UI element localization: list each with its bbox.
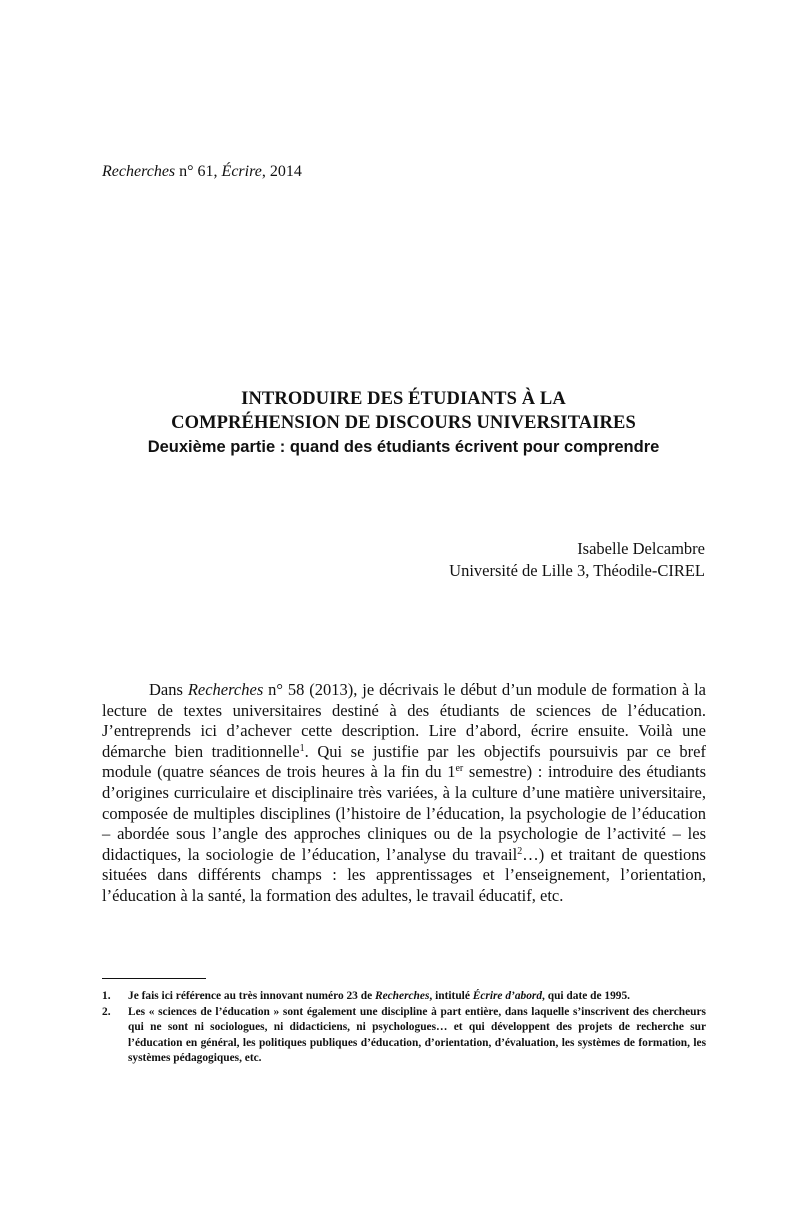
body-paragraph	[102, 680, 706, 907]
footnote-text: , qui date de 1995.	[542, 990, 631, 1002]
body-text-segment: n° 58 (2013), je décrivais le début d’un module de formation à la lecture de textes universitaires destiné à des étudiants de sciences de l’éducation. J’entreprends ici d’achever cette description. Lire d’abord, écrire ensuite. Voilà une démarche bien traditionnelle	[102, 680, 706, 761]
footnote-number: 2.	[102, 1005, 111, 1018]
footnote-reference-2: 2	[517, 845, 523, 857]
journal-name-inline: Recherches	[187, 680, 264, 699]
footnote-number: 1.	[102, 990, 111, 1002]
issue-title: Écrire	[221, 163, 262, 180]
journal-number: n° 61,	[175, 163, 222, 180]
footnote-separator	[102, 978, 206, 979]
ordinal-superscript: er	[455, 763, 464, 775]
footnote-italic: Écrire d’abord	[472, 990, 543, 1002]
article-title-line-2: COMPRÉHENSION DE DISCOURS UNIVERSITAIRES	[171, 413, 636, 433]
body-text-segment: . Qui se justifie par les objectifs poursuivis par ce bref module (quatre séances de trois heures à la fin du 1	[102, 741, 706, 782]
article-subtitle: Deuxième partie : quand des étudiants écrivent pour comprendre	[147, 438, 660, 456]
footnote-text: Les « sciences de l’éducation » sont également une discipline à part entière, dans laquelle s’inscrivent des chercheurs qui ne sont ni sociologues, ni didacticiens, ni psychologues… et qui développent des projets de recherche sur l’éducation en général, les politiques publiques d’éducation, d’orientation, d’évaluation, les systèmes de formation, les systèmes pédagogiques, etc.	[128, 1005, 706, 1065]
body-text-segment: semestre) : introduire des étudiants d’origines curriculaire et disciplinaire très variées, à la culture d’une matière universitaire, composée de multiples disciplines (l’histoire de l’éducation, la psychologie de l’éducation – abordée sous l’angle des approches cliniques ou de la psychologie de l’activité – les didactiques, la sociologie de l’éducation, l’analyse du travail	[102, 762, 706, 864]
author-name: Isabelle Delcambre	[577, 539, 705, 558]
footnote-reference-1: 1	[299, 742, 305, 754]
body-text-segment: …) et traitant de questions situées dans différents champs : les apprentissages et l’enseignement, l’orientation, l’éducation à la santé, la formation des adultes, le travail éducatif, etc.	[102, 844, 706, 905]
footnotes-list	[102, 989, 706, 1067]
footnote-2	[102, 1005, 706, 1067]
footnote-text: , intitulé	[429, 990, 473, 1002]
footnote-italic: Recherches	[374, 990, 430, 1002]
journal-reference	[102, 162, 302, 182]
footnote-text: Je fais ici référence au très innovant numéro 23 de	[128, 990, 375, 1002]
journal-name: Recherches	[102, 163, 176, 180]
article-title-line-1: INTRODUIRE DES ÉTUDIANTS À LA	[241, 389, 566, 409]
author-block	[449, 538, 705, 582]
author-affiliation: Université de Lille 3, Théodile-CIREL	[449, 561, 705, 580]
footnote-1	[102, 989, 706, 1005]
body-text-segment: Dans	[149, 680, 188, 699]
journal-year: , 2014	[261, 163, 302, 180]
article-title-block	[0, 387, 807, 459]
